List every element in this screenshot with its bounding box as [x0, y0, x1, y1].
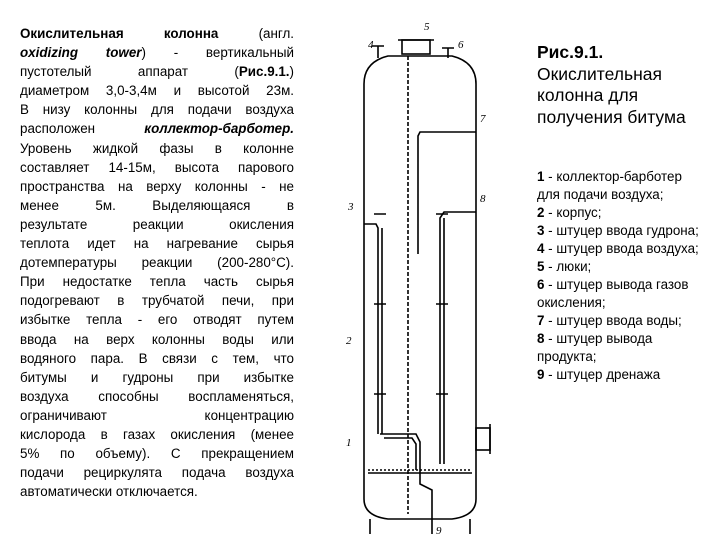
legend-item: 3 - штуцер ввода гудрона; [537, 223, 699, 238]
text-line-5: В низу колонны для подачи воздуха [20, 102, 294, 118]
text-line-8: составляет 14-15м, высота парового [20, 159, 294, 175]
label-3: 3 [348, 201, 354, 213]
text-line-11: результате реакции окисления [20, 216, 294, 232]
figure-legend [537, 168, 707, 384]
text-line-3: пустотелый аппарат (Рис.9.1.) [20, 64, 294, 80]
legend-item: 9 - штуцер дренажа [537, 367, 661, 382]
text-line-15: подогревают в трубчатой печи, при [20, 293, 294, 309]
text-line-17: ввода на верх колонны воды или [20, 331, 294, 347]
label-7: 7 [480, 113, 486, 125]
text-line-10: менее 5м. Выделяющаяся в [20, 197, 294, 213]
body-text [20, 24, 294, 501]
label-9: 9 [436, 525, 442, 537]
label-2: 2 [346, 335, 352, 347]
text-line-4: диаметром 3,0-3,4м и высотой 23м. [20, 83, 294, 99]
text-line-1: Окислительная колонна (англ. [20, 26, 294, 41]
figure-caption [537, 42, 707, 128]
legend-item: 5 - люки; [537, 259, 592, 274]
label-1: 1 [346, 437, 352, 449]
text-line-22: кислорода в газах окисления (менее [20, 426, 294, 442]
text-line-16: избытке тепла - его отводят путем [20, 312, 294, 328]
text-line-19: битумы и гудроны при избытке [20, 369, 294, 385]
label-8: 8 [480, 193, 486, 205]
legend-item: 6 - штуцер вывода газов окисления; [537, 277, 689, 310]
text-line-9: пространства на верху колонны - не [20, 178, 294, 194]
figure-number: Рис.9.1. [537, 42, 604, 62]
legend-item: 2 - корпус; [537, 205, 602, 220]
legend-item: 7 - штуцер ввода воды; [537, 313, 682, 328]
text-line-24: подачи рециркулята подача воздуха [20, 465, 294, 481]
legend-item: 1 - коллектор-барботер для подачи воздуха; [537, 169, 682, 202]
legend-item: 4 - штуцер ввода воздуха; [537, 241, 699, 256]
text-line-14: При недостатке тепла часть сырья [20, 274, 294, 290]
text-line-20: воздуха способны воспламеняться, [20, 388, 294, 404]
text-line-12: теплота идет на нагревание сырья [20, 236, 294, 252]
text-line-2: oxidizing tower) - вертикальный [20, 45, 294, 61]
text-line-13: дотемпературы реакции (200-280°С). [20, 255, 294, 271]
label-4: 4 [368, 39, 374, 51]
figure-title-text: Окислительная колонна для получения битума [537, 63, 686, 127]
text-line-21: ограничивают концентрацию [20, 407, 294, 423]
label-5: 5 [424, 21, 430, 33]
text-line-6: расположен коллектор-барботер. [20, 121, 294, 137]
text-line-18: водяного пара. В связи с тем, что [20, 350, 294, 366]
label-6: 6 [458, 39, 464, 51]
legend-item: 8 - штуцер вывода продукта; [537, 331, 653, 364]
column-body [364, 40, 490, 534]
text-line-25: автоматически отключается. [20, 484, 198, 500]
text-line-7: Уровень жидкой фазы в колонне [20, 140, 294, 156]
text-line-23: 5% по объему). С прекращением [20, 446, 294, 462]
oxidation-column-diagram [340, 14, 500, 540]
